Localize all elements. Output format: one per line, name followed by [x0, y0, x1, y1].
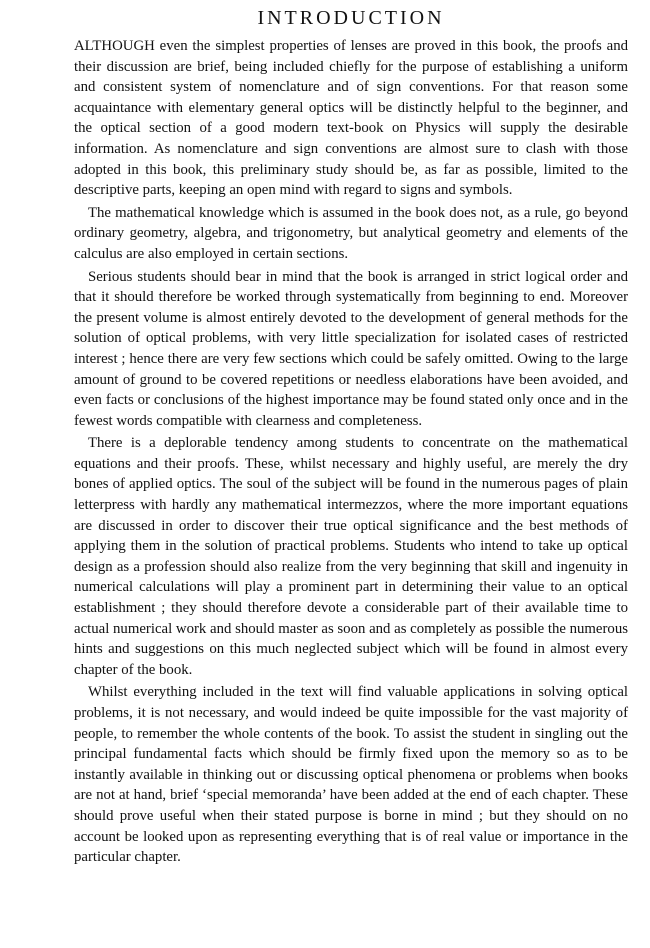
- paragraph-2: The mathematical knowledge which is assumed in the book does not, as a rule, go beyond ordinary geometry, algebra, and trigonometry, but analytical geometry and elements of the calculus are also employed in certain sections.: [74, 204, 628, 262]
- paragraph-4: There is a deplorable tendency among students to concentrate on the mathematical equations and their proofs. These, whilst necessary and highly useful, are merely the dry bones of applied optics. The soul of the subject will be found in the numerous pages of plain letterpress with hardly any mathematical intermezzos, where the more important equations are discussed in order to discover their true optical significance and the best methods of applying them in the solution of practical problems. Students who intend to take up optical design as a profession should also realize from the very beginning that skill and ingenuity in numerical calculations will play a prominent part in determining their value to an optical establishment ; they should therefore devote a considerable part of their available time to actual numerical work and should master as soon and as completely as possible the numerous hints and suggestions on this much neglected subject which will be found in almost every chapter of the book.: [74, 435, 628, 678]
- paragraph-1: ALTHOUGH even the simplest properties of lenses are proved in this book, the proofs and their discussion are brief, being included chiefly for the purpose of establishing a uniform and consistent system of nomenclature and of sign conventions. For that reason some acquaintance with elementary general optics will be distinctly helpful to the beginner, and the optical section of a good modern text-book on Physics will supply the desirable information. As nomenclature and sign conventions are almost sure to clash with those adopted in this book, this preliminary study should be, as far as possible, limited to the descriptive parts, keeping an open mind with regard to signs and symbols.: [74, 38, 628, 199]
- paragraph-5: Whilst everything included in the text will find valuable applications in solving optical problems, it is not necessary, and would indeed be quite impossible for the vast majority of people, to remember the whole contents of the book. To assist the student in singling out the principal fundamental facts which should be firmly fixed upon the memory so as to be instantly available in thinking out or discussing optical phenomena or problems when books are not at hand, brief ‘special memoranda’ have been added at the end of each chapter. These should prove useful when their stated purpose is borne in mind ; but they should on no account be looked upon as representing everything that is of real value or importance in the particular chapter.: [74, 684, 628, 866]
- page-title: INTRODUCTION: [257, 7, 445, 29]
- paragraph-3: Serious students should bear in mind that the book is arranged in strict logical order and that it should therefore be worked through systematically from beginning to end. Moreover the present volume is almost entirely devoted to the development of general methods for the solution of optical problems, with very little specialization for isolated cases of restricted interest ; hence there are very few sections which could be safely omitted. Owing to the large amount of ground to be covered repetitions or needless elaborations have been avoided, and even facts or conclusions of the highest importance may be found stated only once and in the fewest words compatible with clearness and completeness.: [74, 268, 628, 429]
